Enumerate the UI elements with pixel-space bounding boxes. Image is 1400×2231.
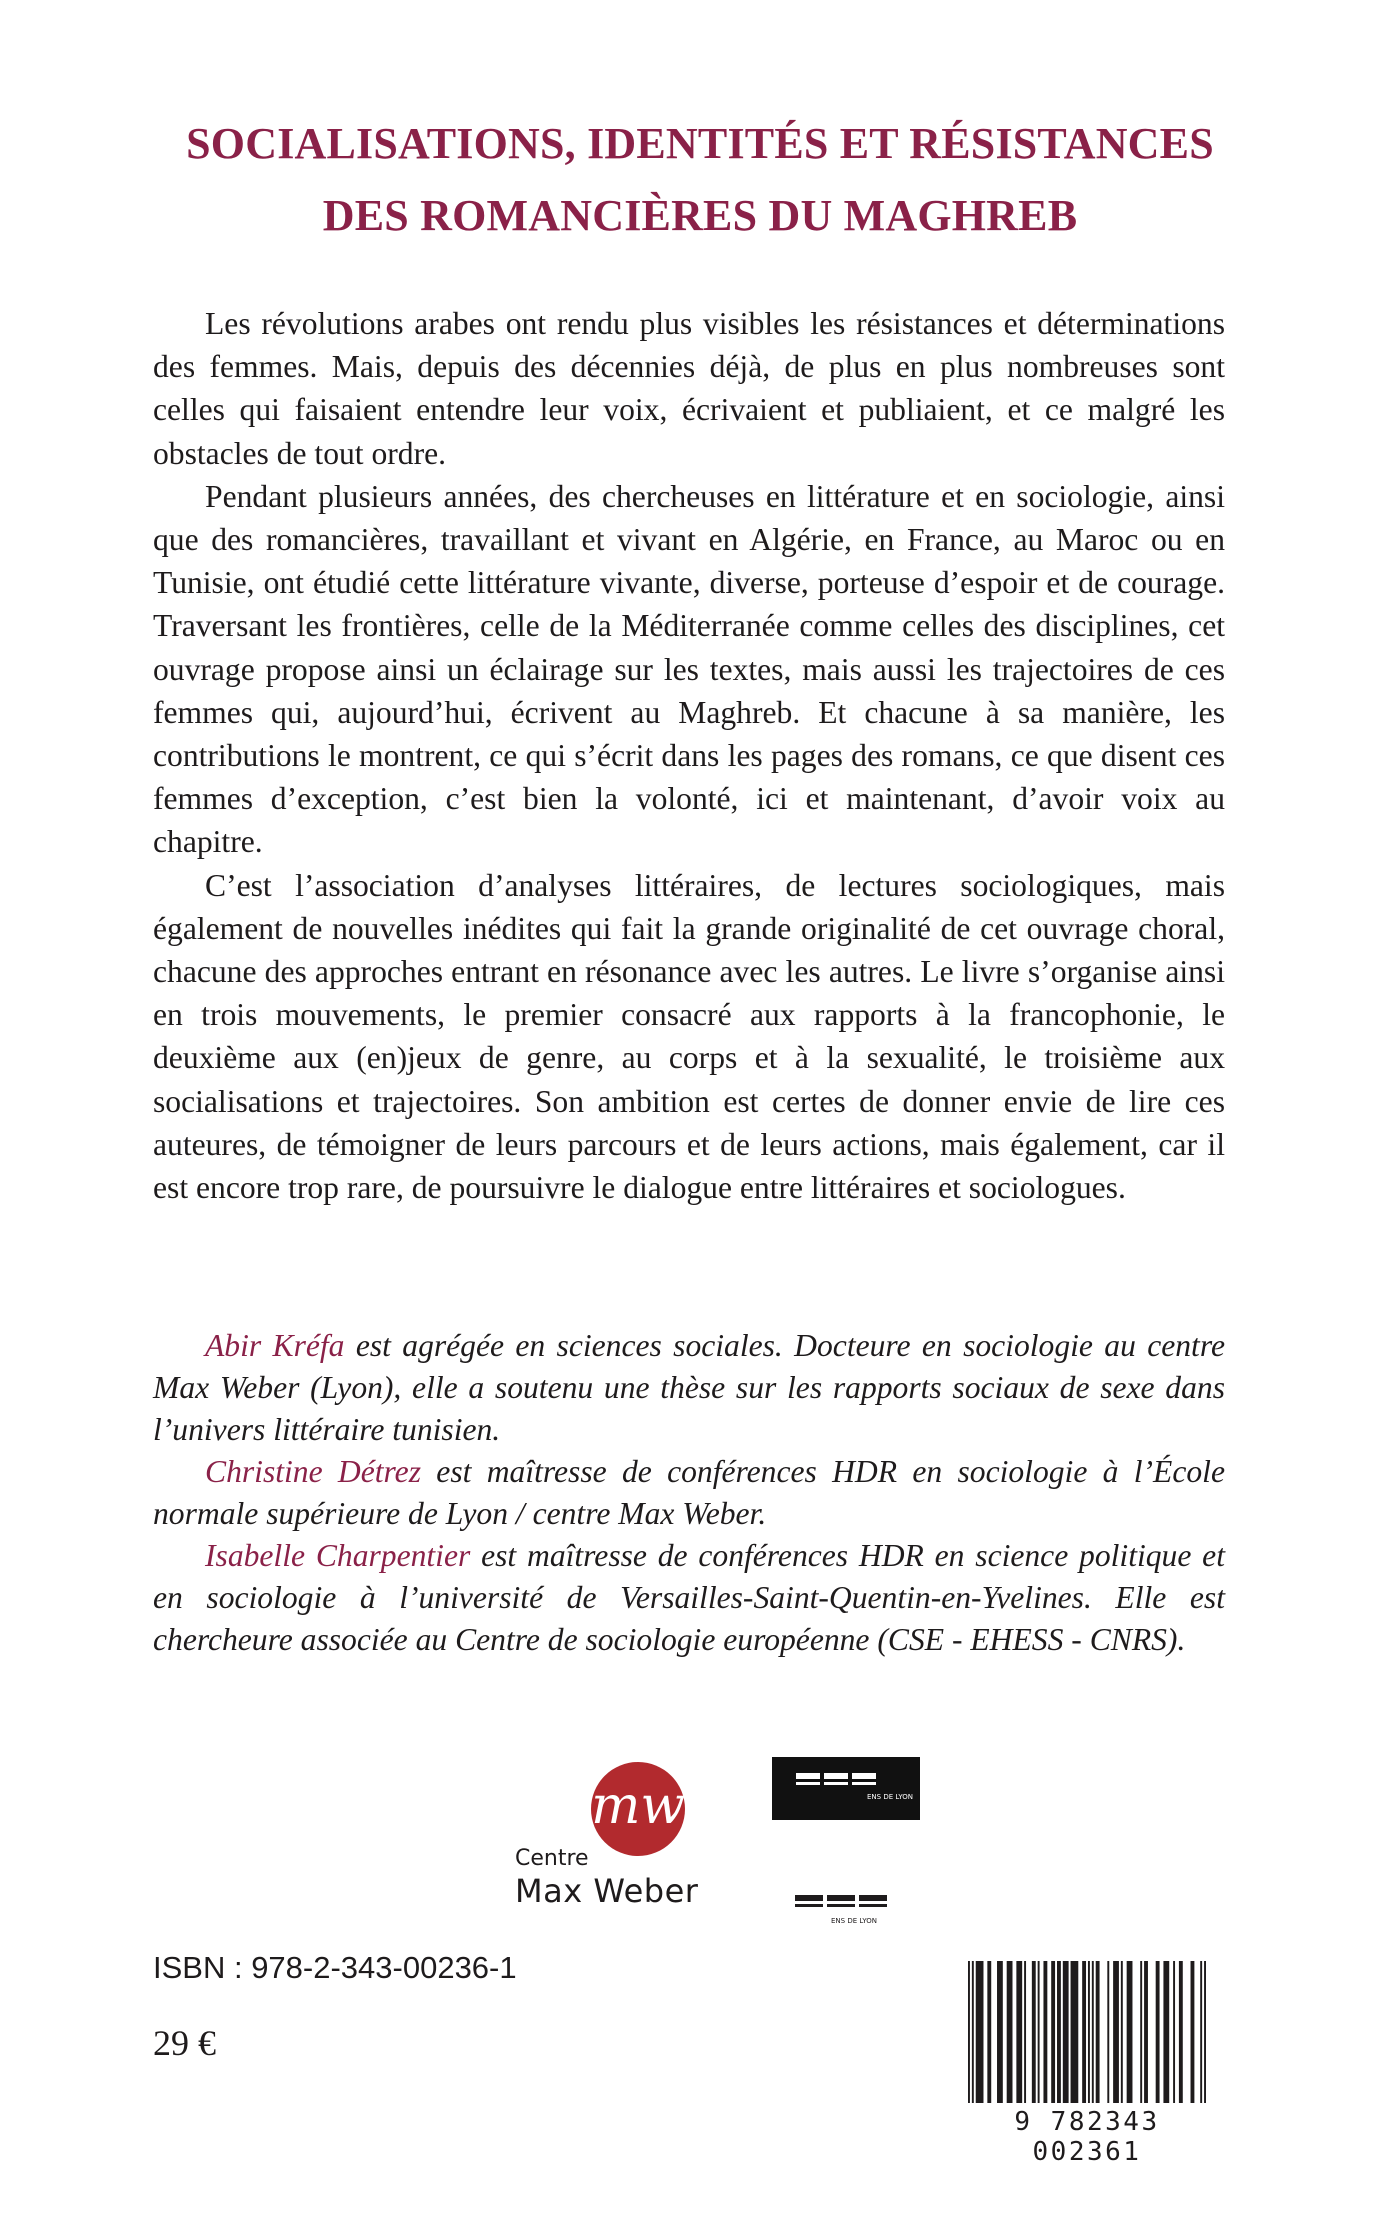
barcode-bar [968,1961,970,2103]
ens-logo-icon [795,1895,887,1907]
author-bio [153,1535,1225,1661]
barcode-bar [1032,1961,1036,2103]
ens-lyon-logo [795,1895,895,1935]
barcode-bar [1107,1961,1109,2103]
mw-name-label: Max Weber [515,1872,699,1910]
summary-text [153,302,1225,1209]
title-line-2: DES ROMANCIÈRES DU MAGHREB [322,191,1078,240]
author-name: Abir Kréfa [205,1328,345,1363]
barcode-bar [1071,1961,1079,2103]
barcode-bar [1024,1961,1026,2103]
author-name: Isabelle Charpentier [205,1538,471,1573]
summary-paragraph: Les révolutions arabes ont rendu plus visibles les résistances et déterminations des femmes. Mais, depuis des décennies déjà, de plus en plus nombreuses sont celles qui faisaient entendre leur voix, écrivaient et publiaient, et ce malgré les obstacles de tout ordre. [153,306,1225,471]
barcode-icon [968,1961,1206,2103]
price-label: 29 € [153,2023,216,2063]
ens-caption: ENS DE LYON [867,1793,913,1801]
author-description: est maîtresse de conférences HDR en science politique et en sociologie à l’université de Versailles-Saint-Quentin-en-Yvelines. Elle est chercheure associée au Centre de sociologie européenne (CSE - EHESS - CNRS). [153,1538,1225,1657]
barcode-digits: 9 782343 002361 [1014,2107,1160,2167]
barcode-bar [1038,1961,1040,2103]
barcode-bar [1144,1961,1148,2103]
author-description: est maîtresse de conférences HDR en sociologie à l’École normale supérieure de Lyon / centre Max Weber. [153,1454,1225,1531]
summary-paragraph: Pendant plusieurs années, des chercheuses en littérature et en sociologie, ainsi que des romancières, travaillant et vivant en Algérie, en France, au Maroc ou en Tunisie, ont étudié cette littérature vivante, diverse, porteuse d’espoir et de courage. Traversant les frontières, celle de la Méditerranée comme celles des disciplines, cet ouvrage propose ainsi un éclairage sur les textes, mais aussi les trajectoires de ces femmes qui, aujourd’hui, écrivent au Maghreb. Et chacune à sa manière, les contributions le montrent, ce qui s’écrit dans les pages des romans, ce que disent ces femmes d’exception, c’est bien la volonté, ici et maintenant, d’avoir voix au chapitre. [153,478,1225,860]
ens-logo-icon [796,1773,876,1785]
max-weber-logo [515,1762,735,1922]
summary-paragraph: C’est l’association d’analyses littéraires, de lectures sociologiques, mais également de nouvelles inédites qui fait la grande originalité de cet ouvrage choral, chacune des approches entrant en résonance avec les autres. Le livre s’organise ainsi en trois mouvements, le premier consacré aux rapports à la francophonie, le deuxième aux (en)jeux de genre, au corps et à la sexualité, le troisième aux socialisations et trajectoires. Son ambition est certes de donner envie de lire ces auteures, de témoigner de leurs parcours et de leurs actions, mais également, car il est encore trop rare, de poursuivre le dialogue entre littéraires et sociologues. [153,867,1225,1206]
barcode-bar [1096,1961,1100,2103]
barcode-bar [1088,1961,1090,2103]
barcode-bar [1016,1961,1022,2103]
barcode-bar [1057,1961,1061,2103]
mw-monogram: mw [591,1762,685,1856]
title-line-1: SOCIALISATIONS, IDENTITÉS ET RÉSISTANCES [186,119,1214,168]
ens-lyon-logo-boxed [772,1757,920,1820]
isbn-label: ISBN : 978-2-343-00236-1 [153,1950,517,1985]
barcode-bar [1163,1961,1169,2103]
barcode-bar [1173,1961,1175,2103]
barcode-bar [1127,1961,1133,2103]
author-description: est agrégée en sciences sociales. Docteure en sociologie au centre Max Weber (Lyon), elle a soutenu une thèse sur les rapports sociaux de sexe dans l’univers littéraire tunisien. [153,1328,1225,1447]
mw-centre-label: Centre [515,1846,589,1871]
barcode-bar [1156,1961,1160,2103]
author-bio [153,1325,1225,1451]
author-name: Christine Détrez [205,1454,421,1489]
barcode-bar [1121,1961,1123,2103]
book-title [0,108,1400,252]
barcode-bar [1191,1961,1195,2103]
barcode-bar [1200,1961,1202,2103]
barcode-bar [1140,1961,1142,2103]
barcode-bar [1204,1961,1206,2103]
barcode-bar [1092,1961,1094,2103]
barcode [958,1955,1216,2167]
barcode-bar [1043,1961,1047,2103]
barcode-bar [972,1961,974,2103]
barcode-bar [1007,1961,1013,2103]
barcode-bar [997,1961,1003,2103]
ens-caption: ENS DE LYON [831,1917,877,1925]
barcode-bar [1113,1961,1119,2103]
barcode-bar [1082,1961,1086,2103]
author-bios [153,1325,1225,1661]
barcode-bar [976,1961,984,2103]
barcode-bar [1063,1961,1069,2103]
barcode-bar [1179,1961,1183,2103]
author-bio [153,1451,1225,1535]
barcode-bar [1051,1961,1055,2103]
barcode-bar [987,1961,991,2103]
